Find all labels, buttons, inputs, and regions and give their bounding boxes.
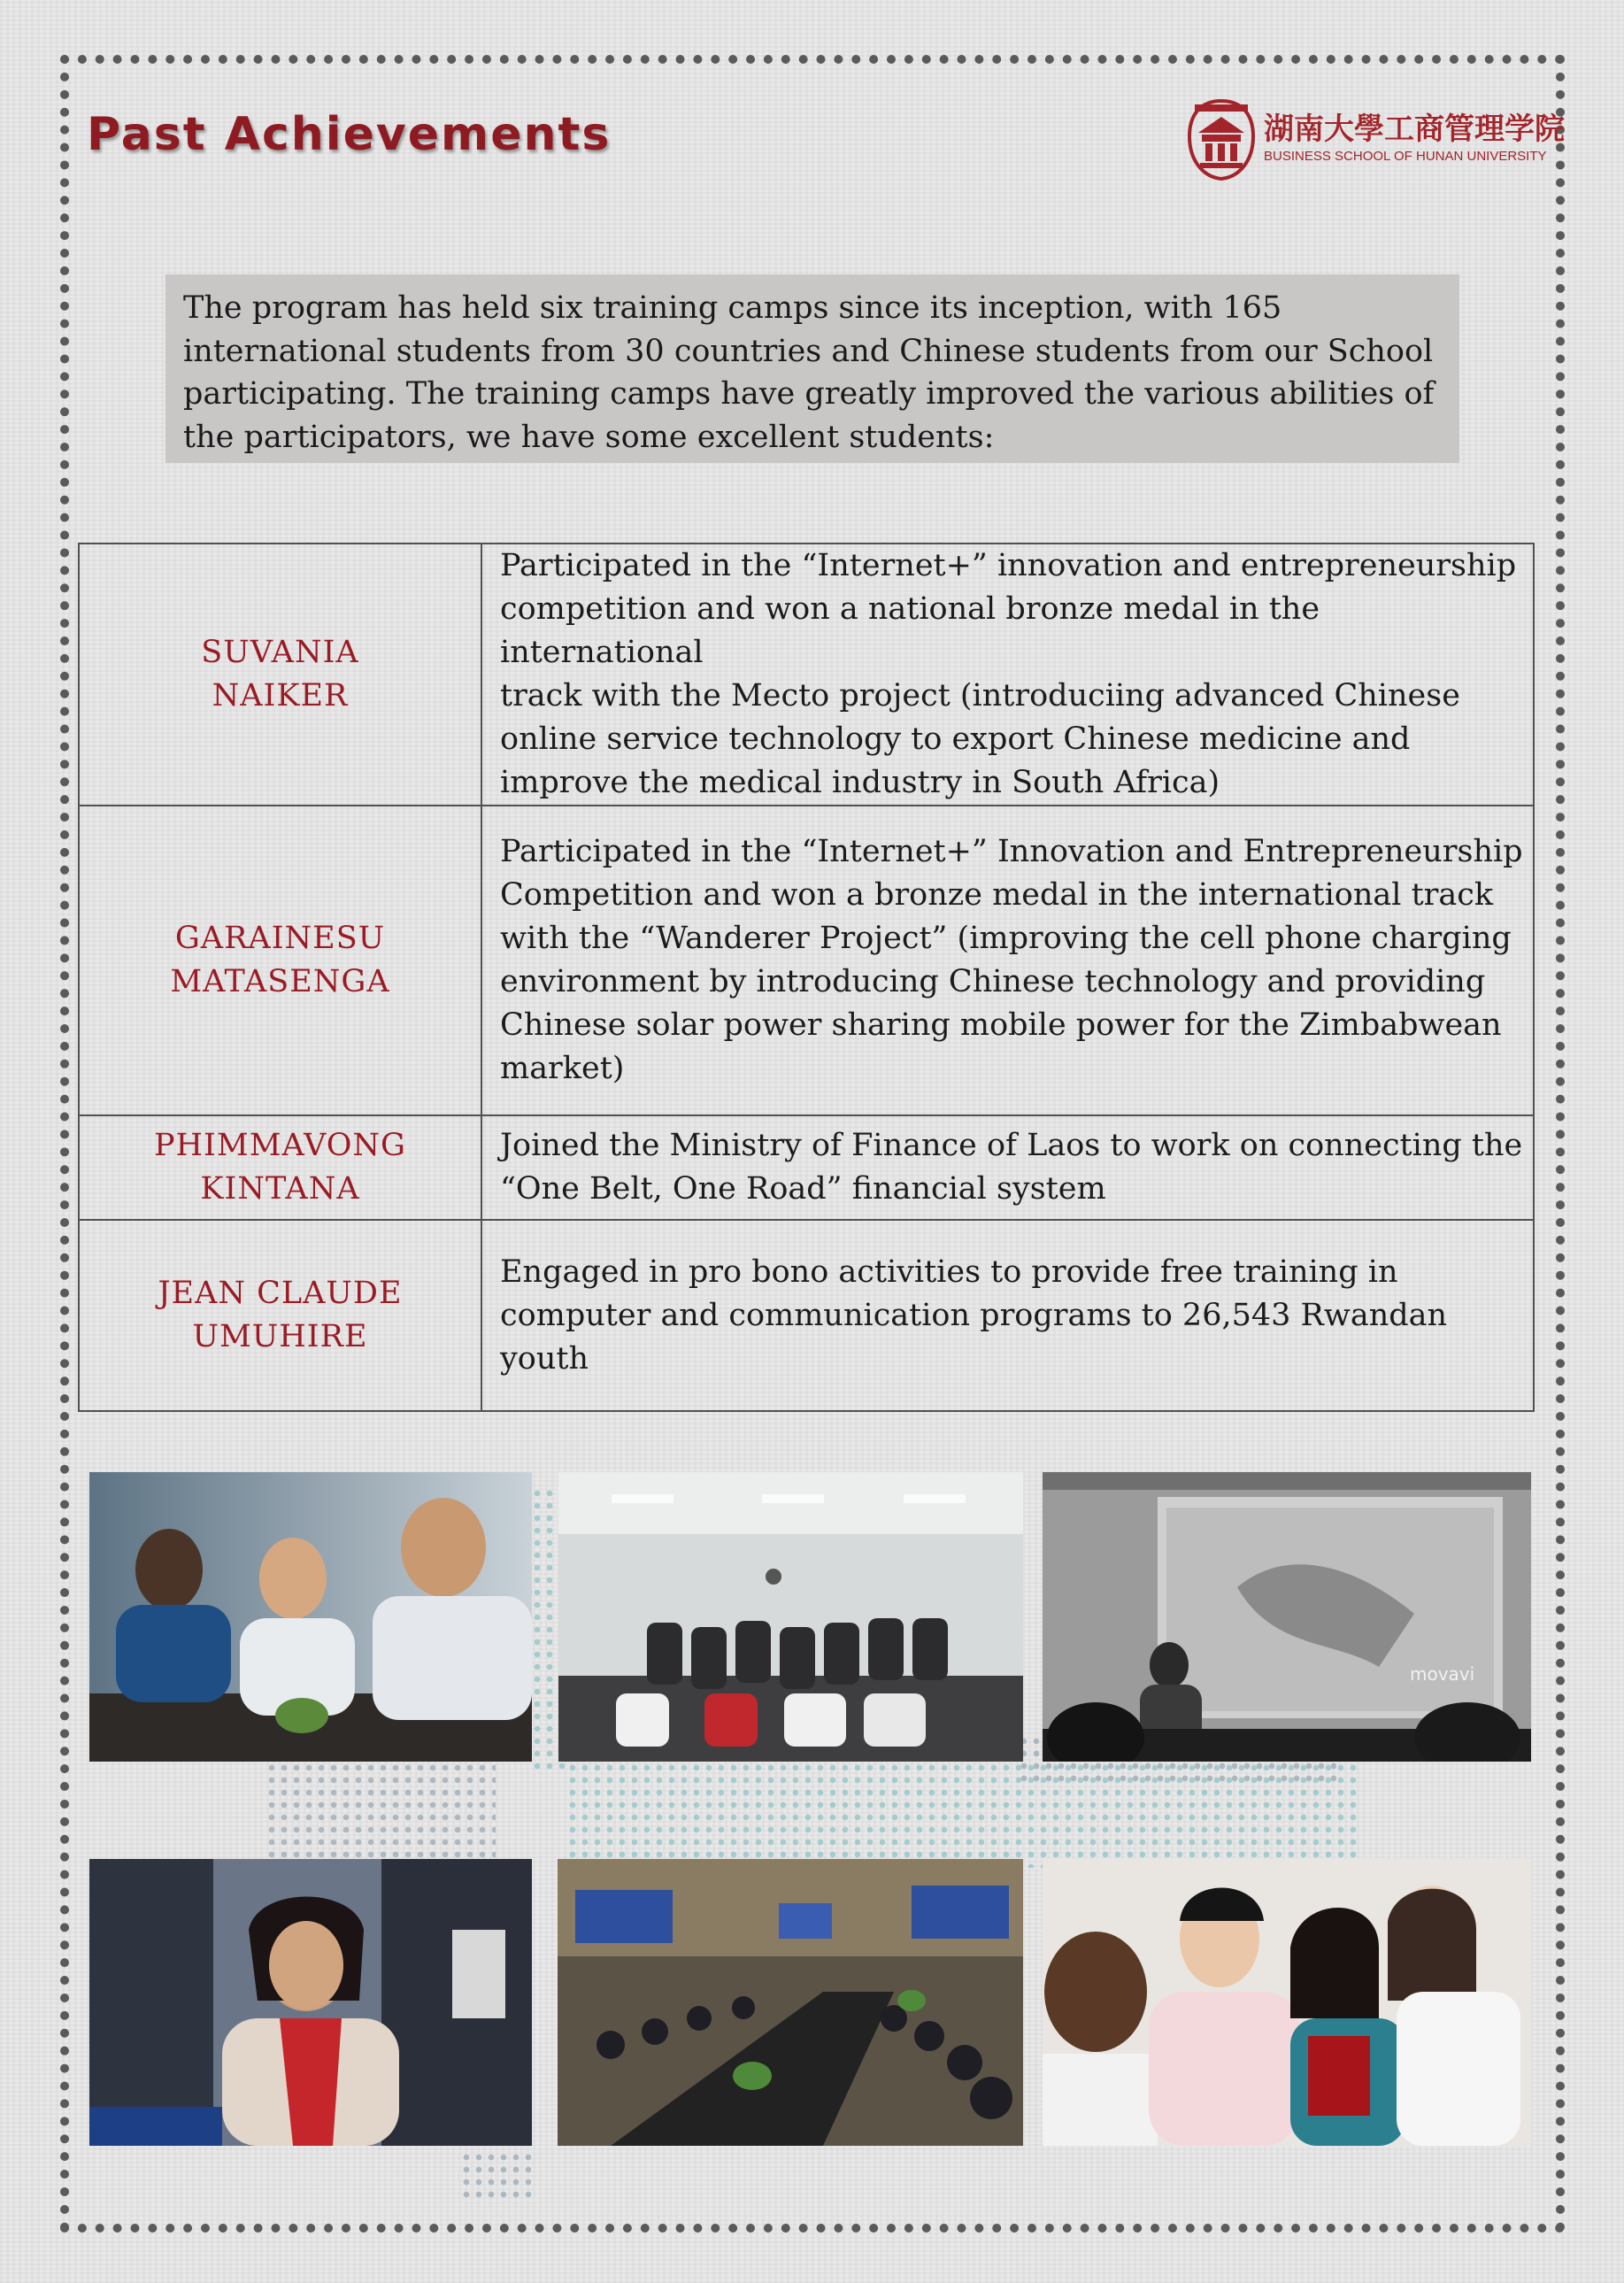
achievement-description [481, 1115, 1534, 1220]
intro-line: participating. The training camps have greatly improved the various abilities of [183, 376, 1435, 412]
desc-line: Participated in the “Internet+” Innovation and Entrepreneurship [500, 834, 1523, 869]
student-name [79, 1220, 481, 1411]
name-line: GARAINESU [174, 921, 386, 956]
photo-selfie-certificate-image [1043, 1859, 1531, 2146]
student-name [79, 544, 481, 806]
desc-line: environment by introducing Chinese technology and providing [500, 964, 1486, 999]
photo-students-at-meeting [89, 1472, 532, 1762]
name-line: PHIMMAVONG [153, 1128, 407, 1163]
photo-group-classroom [558, 1472, 1023, 1762]
desc-line: Participated in the “Internet+” innovation and entrepreneurship [500, 548, 1517, 583]
desc-line: competition and won a national bronze medal in the international [500, 591, 1320, 670]
name-line: NAIKER [212, 678, 349, 713]
movavi-watermark: movavi [1410, 1663, 1475, 1685]
desc-line: online service technology to export Chinese medicine and [500, 721, 1411, 757]
desc-line: computer and communication programs to 26,543 Rwandan [500, 1297, 1448, 1333]
photo-conference-room-image [558, 1859, 1023, 2146]
achievement-description [481, 806, 1534, 1115]
desc-line: Chinese solar power sharing mobile power for the Zimbabwean [500, 1007, 1502, 1043]
photo-group-classroom-image [558, 1472, 1023, 1762]
desc-line: Engaged in pro bono activities to provide free training in [500, 1253, 1398, 1290]
photo-selfie-certificate [1043, 1859, 1531, 2146]
achievements-table [78, 543, 1535, 1412]
desc-line: Joined the Ministry of Finance of Laos to work on connecting the [500, 1128, 1523, 1163]
table-row [79, 1220, 1534, 1411]
student-name [79, 806, 481, 1115]
student-name [79, 1115, 481, 1220]
name-line: UMUHIRE [192, 1319, 368, 1354]
desc-line: youth [500, 1340, 589, 1377]
achievement-description [481, 1220, 1534, 1411]
desc-line: track with the Mecto project (introduciing advanced Chinese [500, 678, 1460, 713]
intro-line: The program has held six training camps since its inception, with 165 [183, 290, 1282, 326]
desc-line: market) [500, 1051, 625, 1086]
name-line: MATASENGA [170, 964, 390, 999]
page-title: Past Achievements [87, 108, 612, 161]
school-emblem-icon [1186, 97, 1257, 181]
table-row [79, 1115, 1534, 1220]
photo-conference-room [558, 1859, 1023, 2146]
dotted-map-decoration [460, 2151, 531, 2204]
intro-line: international students from 30 countries and Chinese students from our School [183, 333, 1434, 369]
logo-english-name: BUSINESS SCHOOL OF HUNAN UNIVERSITY [1264, 149, 1547, 164]
photo-presentation-image [1043, 1472, 1531, 1762]
desc-line: Competition and won a bronze medal in the international track [500, 877, 1494, 913]
photo-student-woman-image [89, 1859, 532, 2146]
name-line: SUVANIA [201, 635, 359, 670]
desc-line: “One Belt, One Road” financial system [500, 1171, 1106, 1207]
table-row [79, 544, 1534, 806]
intro-line: the participators, we have some excellent students: [183, 419, 995, 455]
intro-paragraph [165, 274, 1459, 463]
desc-line: with the “Wanderer Project” (improving the cell phone charging [500, 921, 1512, 956]
photo-presentation [1043, 1472, 1531, 1762]
logo-chinese-name: 湖南大學工商管理学院 [1264, 112, 1565, 147]
name-line: KINTANA [200, 1171, 360, 1207]
name-line: JEAN CLAUDE [158, 1276, 403, 1311]
photo-students-at-meeting-image [89, 1472, 532, 1762]
dotted-map-decoration [266, 1762, 496, 1868]
school-logo [1186, 97, 1565, 181]
achievement-description [481, 544, 1534, 806]
desc-line: improve the medical industry in South Africa) [500, 765, 1220, 800]
photo-student-woman [89, 1859, 532, 2146]
table-row [79, 806, 1534, 1115]
